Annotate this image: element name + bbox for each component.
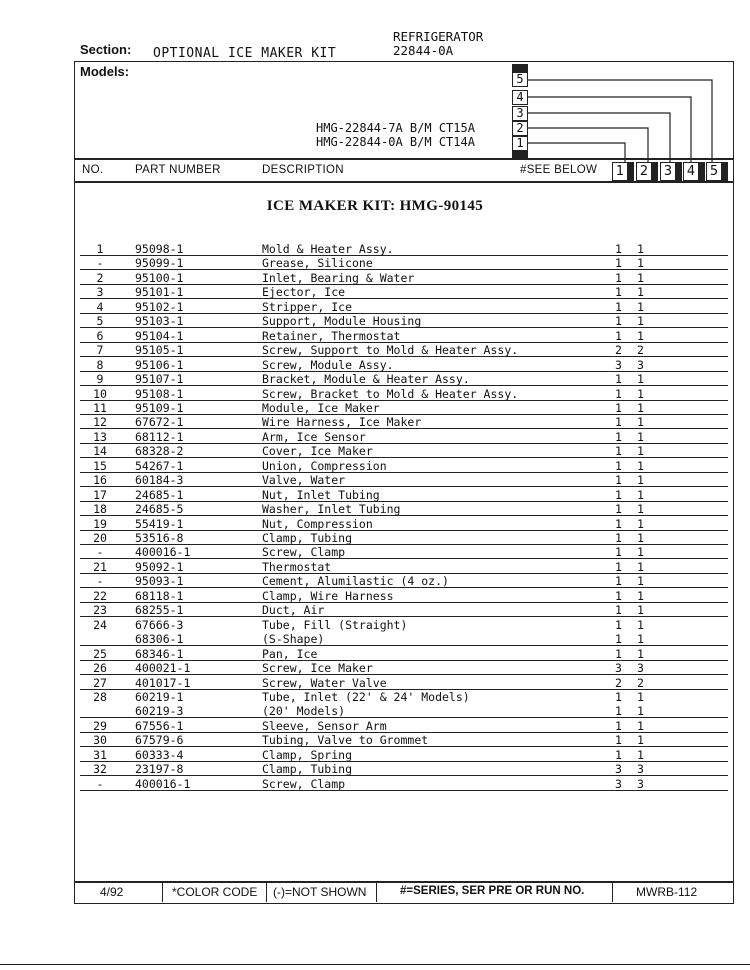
parts-row (80, 430, 730, 445)
description: Screw, Module Assy. (262, 357, 394, 372)
parts-row (80, 647, 730, 662)
row-number: 14 (93, 444, 107, 459)
part-number: 67672-1 (135, 415, 184, 430)
parts-row (80, 661, 730, 676)
qty-model-1: 1 (615, 588, 622, 603)
row-number: 20 (93, 531, 107, 545)
row-number: - (96, 545, 104, 560)
description: Screw, Bracket to Mold & Heater Assy. (262, 386, 519, 401)
part-number: 95109-1 (135, 400, 184, 415)
row-number: 19 (93, 516, 107, 531)
part-number: 24685-1 (135, 487, 184, 502)
qty-model-2: 1 (637, 242, 644, 256)
description: Inlet, Bearing & Water (262, 270, 415, 285)
qty-model-2: 1 (637, 574, 644, 589)
qty-model-1: 1 (615, 270, 622, 285)
qty-model-1: 1 (615, 487, 622, 502)
description: Wire Harness, Ice Maker (262, 415, 422, 430)
description: Screw, Water Valve (262, 675, 387, 690)
description: Tubing, Valve to Grommet (262, 733, 429, 748)
model-tab-3: 3 (660, 162, 676, 181)
qty-model-1: 1 (615, 559, 622, 574)
qty-model-2: 1 (637, 400, 644, 415)
model-tab-divider (699, 162, 705, 181)
models-label: Models: (80, 64, 130, 79)
qty-model-1: 1 (615, 314, 622, 329)
model-tab-1: 1 (612, 162, 628, 181)
row-number: 1 (96, 242, 104, 256)
qty-model-1: 1 (615, 733, 622, 748)
qty-model-1: 1 (615, 328, 622, 343)
qty-model-2: 1 (637, 516, 644, 531)
parts-row (80, 632, 730, 647)
qty-model-1: 1 (615, 372, 622, 387)
qty-model-2: 1 (637, 603, 644, 618)
qty-model-2: 1 (637, 588, 644, 603)
qty-model-2: 1 (637, 559, 644, 574)
part-number: 400021-1 (135, 661, 191, 676)
qty-model-2: 3 (637, 357, 644, 372)
part-number: 68346-1 (135, 646, 184, 661)
qty-model-1: 1 (615, 646, 622, 661)
column-header-bottom-rule (74, 181, 734, 183)
part-number: 24685-5 (135, 502, 184, 517)
row-number: 21 (93, 559, 107, 574)
model-tab-divider (722, 162, 728, 181)
qty-model-2: 1 (637, 328, 644, 343)
part-number: 95093-1 (135, 574, 184, 589)
footer-divider (162, 882, 163, 902)
parts-row (80, 574, 730, 589)
parts-row (80, 748, 730, 763)
description: Sleeve, Sensor Arm (262, 718, 387, 733)
footer-top-rule (74, 881, 734, 883)
footer-doc-number: MWRB-112 (636, 885, 698, 899)
qty-model-1: 1 (615, 502, 622, 517)
description: Clamp, Tubing (262, 762, 353, 777)
parts-row (80, 690, 730, 705)
qty-model-1: 1 (615, 747, 622, 762)
qty-model-1: 3 (615, 661, 622, 676)
model-line-1: HMG-22844-7A B/M CT15A (316, 121, 475, 135)
qty-model-1: 1 (615, 256, 622, 271)
footer-color-code: *COLOR CODE (172, 885, 258, 899)
qty-model-2: 1 (637, 646, 644, 661)
description: Grease, Silicone (262, 256, 373, 271)
row-number: 24 (93, 617, 107, 632)
part-number: 68306-1 (135, 632, 184, 647)
footer-divider (266, 882, 267, 902)
row-number: 25 (93, 646, 107, 661)
part-number: 23197-8 (135, 762, 184, 777)
row-number: 17 (93, 487, 107, 502)
row-number: - (96, 776, 104, 791)
qty-model-2: 1 (637, 704, 644, 719)
part-number: 401017-1 (135, 675, 191, 690)
row-number: 22 (93, 588, 107, 603)
section-label: Section: (80, 42, 132, 57)
qty-model-2: 1 (637, 299, 644, 314)
qty-model-2: 1 (637, 415, 644, 430)
parts-row (80, 704, 730, 719)
section-value: OPTIONAL ICE MAKER KIT (153, 46, 337, 61)
qty-model-1: 1 (615, 415, 622, 430)
model-tab-5: 5 (706, 162, 722, 181)
description: Clamp, Spring (262, 747, 353, 762)
qty-model-2: 1 (637, 386, 644, 401)
description: Clamp, Wire Harness (262, 588, 394, 603)
parts-row (80, 762, 730, 777)
part-number: 53516-8 (135, 531, 184, 545)
description: Thermostat (262, 559, 332, 574)
parts-row (80, 545, 730, 560)
description: Stripper, Ice (262, 299, 353, 314)
row-number: 10 (93, 386, 107, 401)
part-number: 95103-1 (135, 314, 184, 329)
qty-model-1: 1 (615, 718, 622, 733)
model-box-5: 5 (512, 72, 528, 87)
part-number: 95098-1 (135, 242, 184, 256)
qty-model-2: 1 (637, 502, 644, 517)
doc-title-line1: REFRIGERATOR (393, 29, 484, 44)
row-number: 15 (93, 458, 107, 473)
parts-row (80, 560, 730, 575)
description: Washer, Inlet Tubing (262, 502, 401, 517)
model-tab-divider (652, 162, 658, 181)
parts-row (80, 256, 730, 271)
qty-model-2: 3 (637, 776, 644, 791)
row-number: 8 (96, 357, 104, 372)
qty-model-1: 1 (615, 704, 622, 719)
description: Bracket, Module & Heater Assy. (262, 372, 470, 387)
qty-model-1: 1 (615, 242, 622, 256)
qty-model-2: 1 (637, 444, 644, 459)
parts-row (80, 459, 730, 474)
description: Union, Compression (262, 458, 387, 473)
qty-model-2: 1 (637, 372, 644, 387)
qty-model-2: 1 (637, 733, 644, 748)
col-part-number-header: PART NUMBER (135, 164, 221, 176)
row-number: 16 (93, 473, 107, 488)
qty-model-2: 1 (637, 689, 644, 704)
model-box-3: 3 (512, 106, 528, 121)
row-number: 13 (93, 429, 107, 444)
row-number: 12 (93, 415, 107, 430)
parts-row (80, 329, 730, 344)
qty-model-2: 2 (637, 343, 644, 358)
description: Valve, Water (262, 473, 346, 488)
part-number: 95092-1 (135, 559, 184, 574)
qty-model-1: 1 (615, 386, 622, 401)
part-number: 400016-1 (135, 776, 191, 791)
model-box-4: 4 (512, 90, 528, 105)
model-tab-4: 4 (683, 162, 699, 181)
part-number: 95104-1 (135, 328, 184, 343)
qty-model-1: 1 (615, 299, 622, 314)
parts-row (80, 242, 730, 257)
model-tab-divider (628, 162, 634, 181)
footer-divider (612, 882, 613, 902)
qty-model-1: 1 (615, 689, 622, 704)
qty-model-1: 1 (615, 617, 622, 632)
parts-row (80, 343, 730, 358)
model-box-2: 2 (512, 121, 528, 136)
qty-model-2: 1 (637, 747, 644, 762)
part-number: 95100-1 (135, 270, 184, 285)
parts-row (80, 387, 730, 402)
qty-model-2: 1 (637, 632, 644, 647)
row-number: - (96, 574, 104, 589)
row-number: 28 (93, 689, 107, 704)
parts-row (80, 618, 730, 633)
qty-model-1: 1 (615, 574, 622, 589)
model-line-2: HMG-22844-0A B/M CT14A (316, 135, 475, 149)
parts-row (80, 372, 730, 387)
description: Screw, Support to Mold & Heater Assy. (262, 343, 519, 358)
qty-model-1: 1 (615, 458, 622, 473)
part-number: 95106-1 (135, 357, 184, 372)
description: Support, Module Housing (262, 314, 422, 329)
row-number: 6 (96, 328, 104, 343)
column-header-top-rule (74, 158, 734, 160)
parts-row (80, 502, 730, 517)
page-bottom-rule (0, 964, 750, 965)
qty-model-1: 2 (615, 675, 622, 690)
row-number: 5 (96, 314, 104, 329)
part-number: 95108-1 (135, 386, 184, 401)
qty-model-2: 2 (637, 675, 644, 690)
footer-series: #=SERIES, SER PRE OR RUN NO. (400, 885, 585, 897)
row-number: 32 (93, 762, 107, 777)
description: Nut, Compression (262, 516, 373, 531)
part-number: 60184-3 (135, 473, 184, 488)
description: Tube, Inlet (22' & 24' Models) (262, 689, 470, 704)
parts-row (80, 676, 730, 691)
col-see-below-header: #SEE BELOW (520, 164, 598, 176)
qty-model-1: 3 (615, 776, 622, 791)
qty-model-1: 3 (615, 762, 622, 777)
qty-model-1: 1 (615, 429, 622, 444)
part-number: 95101-1 (135, 285, 184, 300)
parts-row (80, 531, 730, 546)
qty-model-2: 3 (637, 762, 644, 777)
qty-model-2: 1 (637, 718, 644, 733)
part-number: 54267-1 (135, 458, 184, 473)
parts-row (80, 589, 730, 604)
parts-row (80, 444, 730, 459)
row-number: 4 (96, 299, 104, 314)
qty-model-1: 1 (615, 444, 622, 459)
parts-row (80, 488, 730, 503)
qty-model-2: 1 (637, 270, 644, 285)
description: Pan, Ice (262, 646, 318, 661)
parts-row (80, 285, 730, 300)
row-underline (80, 790, 728, 791)
qty-model-2: 1 (637, 314, 644, 329)
row-number: 2 (96, 270, 104, 285)
qty-model-2: 1 (637, 256, 644, 271)
description: Mold & Heater Assy. (262, 242, 394, 256)
parts-row (80, 719, 730, 734)
qty-model-1: 1 (615, 603, 622, 618)
qty-model-1: 1 (615, 473, 622, 488)
parts-row (80, 314, 730, 329)
parts-row (80, 517, 730, 532)
parts-row (80, 358, 730, 373)
part-number: 67556-1 (135, 718, 184, 733)
qty-model-2: 1 (637, 285, 644, 300)
part-number: 400016-1 (135, 545, 191, 560)
description: Cement, Alumilastic (4 oz.) (262, 574, 449, 589)
description: Retainer, Thermostat (262, 328, 401, 343)
qty-model-1: 1 (615, 632, 622, 647)
description: Screw, Ice Maker (262, 661, 373, 676)
description: Nut, Inlet Tubing (262, 487, 380, 502)
description: Duct, Air (262, 603, 325, 618)
qty-model-2: 1 (637, 458, 644, 473)
row-number: 31 (93, 747, 107, 762)
row-number: 7 (96, 343, 104, 358)
row-number: 9 (96, 372, 104, 387)
description: (20' Models) (262, 704, 346, 719)
parts-row (80, 733, 730, 748)
footer-date: 4/92 (100, 885, 124, 899)
parts-row (80, 271, 730, 286)
footer-not-shown: (-)=NOT SHOWN (273, 885, 367, 899)
parts-row (80, 603, 730, 618)
qty-model-2: 1 (637, 487, 644, 502)
qty-model-2: 1 (637, 617, 644, 632)
qty-model-2: 1 (637, 429, 644, 444)
row-number: 23 (93, 603, 107, 618)
qty-model-2: 3 (637, 661, 644, 676)
qty-model-1: 3 (615, 357, 622, 372)
part-number: 95102-1 (135, 299, 184, 314)
part-number: 68118-1 (135, 588, 184, 603)
part-number: 60219-3 (135, 704, 184, 719)
col-no-header: NO. (82, 164, 104, 176)
part-number: 95105-1 (135, 343, 184, 358)
part-number: 60219-1 (135, 689, 184, 704)
part-number: 95099-1 (135, 256, 184, 271)
row-number: 29 (93, 718, 107, 733)
part-number: 67666-3 (135, 617, 184, 632)
description: Ejector, Ice (262, 285, 346, 300)
col-description-header: DESCRIPTION (262, 164, 344, 176)
part-number: 68255-1 (135, 603, 184, 618)
description: Screw, Clamp (262, 776, 346, 791)
qty-model-1: 1 (615, 516, 622, 531)
row-number: 18 (93, 502, 107, 517)
qty-model-2: 1 (637, 545, 644, 560)
footer-divider (376, 882, 377, 902)
row-number: 27 (93, 675, 107, 690)
description: (S-Shape) (262, 632, 325, 647)
description: Screw, Clamp (262, 545, 346, 560)
part-number: 55419-1 (135, 516, 184, 531)
parts-row (80, 777, 730, 792)
parts-row (80, 401, 730, 416)
qty-model-1: 1 (615, 531, 622, 545)
model-box-1: 1 (512, 136, 528, 151)
row-number: - (96, 256, 104, 271)
part-number: 68328-2 (135, 444, 184, 459)
part-number: 95107-1 (135, 372, 184, 387)
qty-model-1: 1 (615, 545, 622, 560)
description: Tube, Fill (Straight) (262, 617, 408, 632)
qty-model-1: 2 (615, 343, 622, 358)
parts-row (80, 473, 730, 488)
qty-model-2: 1 (637, 473, 644, 488)
description: Arm, Ice Sensor (262, 429, 366, 444)
model-connector-lines (520, 70, 735, 165)
parts-row (80, 300, 730, 315)
qty-model-2: 1 (637, 531, 644, 545)
part-number: 67579-6 (135, 733, 184, 748)
description: Clamp, Tubing (262, 531, 353, 545)
row-number: 30 (93, 733, 107, 748)
model-tab-divider (676, 162, 682, 181)
model-tab-2: 2 (636, 162, 652, 181)
part-number: 60333-4 (135, 747, 184, 762)
qty-model-1: 1 (615, 400, 622, 415)
doc-title-line2: 22844-0A (393, 43, 454, 58)
kit-title: ICE MAKER KIT: HMG-90145 (266, 198, 484, 214)
description: Cover, Ice Maker (262, 444, 373, 459)
row-number: 26 (93, 661, 107, 676)
part-number: 68112-1 (135, 429, 184, 444)
qty-model-1: 1 (615, 285, 622, 300)
row-number: 3 (96, 285, 104, 300)
row-number: 11 (93, 400, 107, 415)
description: Module, Ice Maker (262, 400, 380, 415)
parts-row (80, 415, 730, 430)
